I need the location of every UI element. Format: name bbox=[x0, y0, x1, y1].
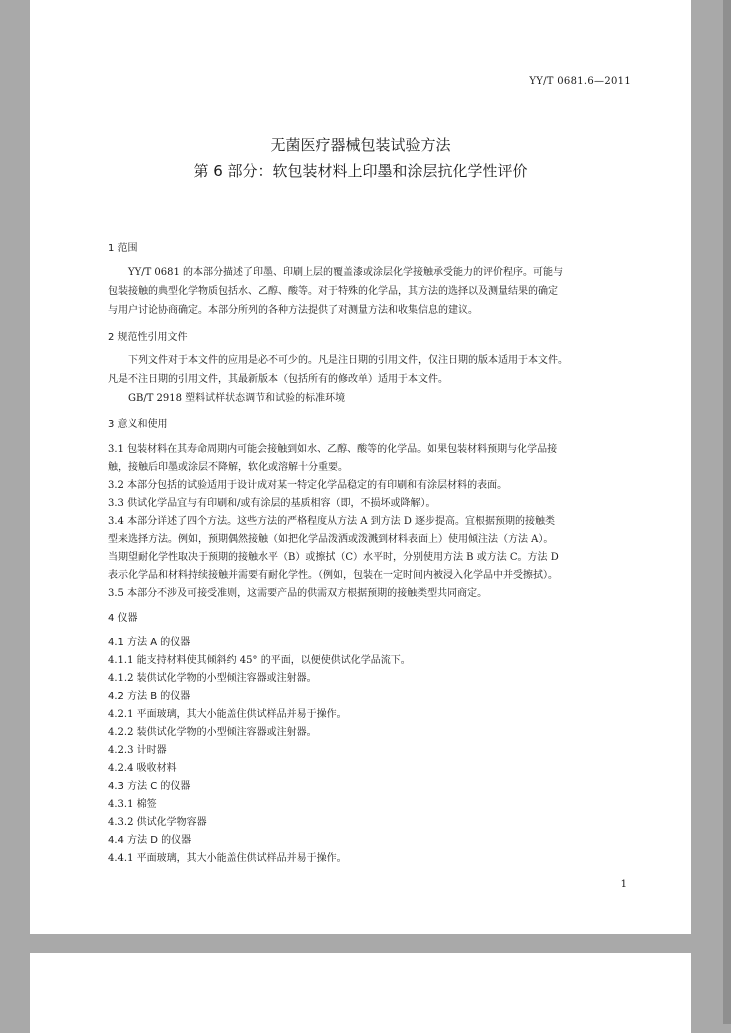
text-line: 包装接触的典型化学物质包括水、乙醇、酸等。对于特殊的化学品，其方法的选择以及测量结果的确定 bbox=[108, 286, 558, 297]
document-subtitle: 第 6 部分：软包装材料上印墨和涂层抗化学性评价 bbox=[193, 162, 528, 180]
subsection-heading: 4.3 方法 C 的仪器 bbox=[108, 781, 191, 792]
text-line: 凡是不注日期的引用文件，其最新版本（包括所有的修改单）适用于本文件。 bbox=[108, 374, 448, 385]
text-line: 3.2 本部分包括的试验适用于设计成对某一特定化学品稳定的有印刷和有涂层材料的表面。 bbox=[108, 480, 508, 491]
subsection-heading: 4.2 方法 B 的仪器 bbox=[108, 691, 191, 702]
text-line: 当期望耐化学性取决于预期的接触水平（B）或擦拭（C）水平时，分别使用方法 B 或方法 C。方法 D bbox=[108, 552, 559, 563]
text-line: 4.1.2 装供试化学物的小型倾注容器或注射器。 bbox=[108, 673, 317, 684]
section-heading-scope: 1 范围 bbox=[108, 243, 138, 254]
text-line: 3.5 本部分不涉及可接受准则，这需要产品的供需双方根据预期的接触类型共同商定。 bbox=[108, 588, 488, 599]
text-line: 3.3 供试化学品宜与有印刷和/或有涂层的基质相容（即，不损坏或降解）。 bbox=[108, 498, 436, 509]
subsection-heading: 4.4 方法 D 的仪器 bbox=[108, 835, 192, 846]
text-line: 4.2.3 计时器 bbox=[108, 745, 167, 756]
text-line: GB/T 2918 塑料试样状态调节和试验的标准环境 bbox=[108, 393, 346, 404]
text-line: 4.2.1 平面玻璃，其大小能盖住供试样品并易于操作。 bbox=[108, 709, 347, 720]
text-line: 表示化学品和材料持续接触并需要有耐化学性。（例如，包装在一定时间内被浸入化学品中并受擦拭）。 bbox=[108, 570, 558, 581]
document-page bbox=[30, 0, 691, 934]
text-line: 4.1.1 能支持材料使其倾斜约 45° 的平面，以便使供试化学品流下。 bbox=[108, 655, 411, 666]
text-line: 下列文件对于本文件的应用是必不可少的。凡是注日期的引用文件，仅注日期的版本适用于本文件。 bbox=[108, 355, 568, 366]
text-line: 4.3.2 供试化学物容器 bbox=[108, 817, 207, 828]
text-line: YY/T 0681 的本部分描述了印墨、印刷上层的覆盖漆或涂层化学接触承受能力的评价程序。可能与 bbox=[108, 267, 564, 278]
section-heading-significance: 3 意义和使用 bbox=[108, 419, 168, 430]
text-line: 4.3.1 棉签 bbox=[108, 799, 157, 810]
text-line: 型来选择方法。例如，预期偶然接触（如把化学品泼洒或泼溅到材料表面上）使用倾注法（方法 A）。 bbox=[108, 534, 554, 545]
section-heading-apparatus: 4 仪器 bbox=[108, 613, 138, 624]
text-line: 3.1 包装材料在其寿命周期内可能会接触到如水、乙醇、酸等的化学品。如果包装材料预期与化学品接 bbox=[108, 444, 558, 455]
scrollbar[interactable] bbox=[723, 0, 731, 1024]
text-line: 4.2.2 装供试化学物的小型倾注容器或注射器。 bbox=[108, 727, 317, 738]
subsection-heading: 4.1 方法 A 的仪器 bbox=[108, 637, 191, 648]
text-line: 4.2.4 吸收材料 bbox=[108, 763, 177, 774]
next-page bbox=[30, 953, 691, 1033]
document-title: 无菌医疗器械包装试验方法 bbox=[270, 136, 451, 154]
standard-code: YY/T 0681.6—2011 bbox=[529, 76, 631, 87]
text-line: 3.4 本部分详述了四个方法。这些方法的严格程度从方法 A 到方法 D 逐步提高。宜根据预期的接触类 bbox=[108, 516, 556, 527]
section-heading-references: 2 规范性引用文件 bbox=[108, 332, 188, 343]
text-line: 与用户讨论协商确定。本部分所列的各种方法提供了对测量方法和收集信息的建议。 bbox=[108, 305, 478, 316]
page-number: 1 bbox=[620, 879, 627, 890]
text-line: 触，接触后印墨或涂层不降解，软化或溶解十分重要。 bbox=[108, 462, 348, 473]
text-line: 4.4.1 平面玻璃，其大小能盖住供试样品并易于操作。 bbox=[108, 853, 347, 864]
